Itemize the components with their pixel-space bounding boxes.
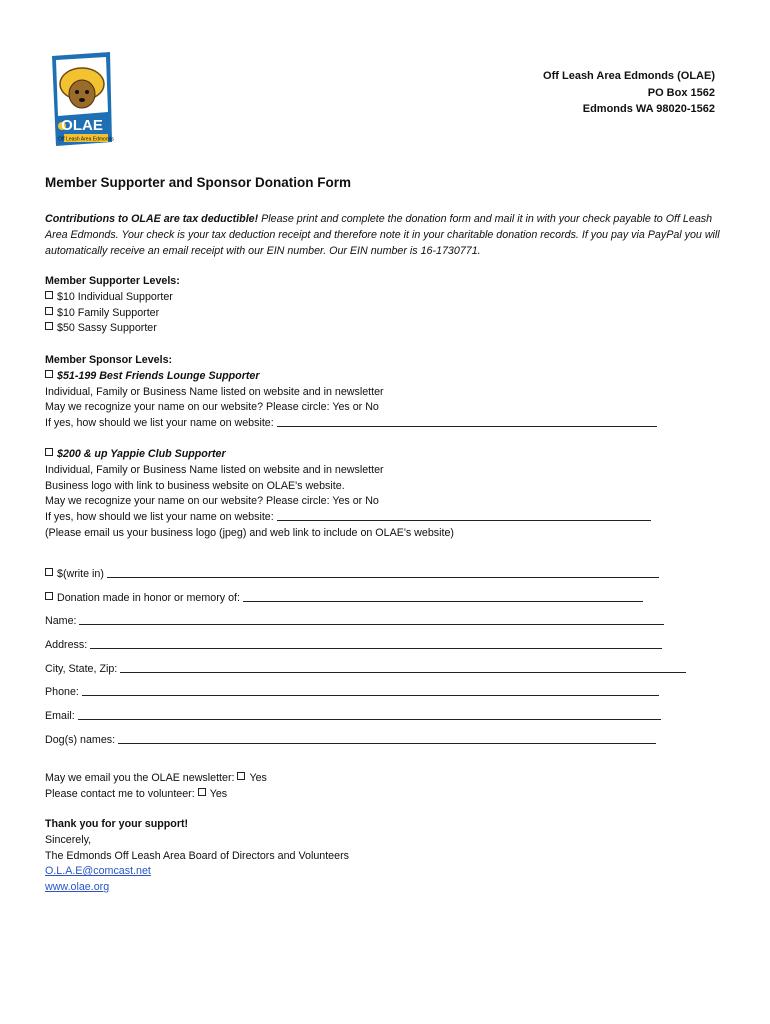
sponsor-heading: Member Sponsor Levels: [45, 354, 173, 366]
address-line-org: Off Leash Area Edmonds (OLAE) [543, 70, 715, 82]
dog-names-field[interactable] [45, 734, 656, 746]
sponsor-option-lounge[interactable] [45, 369, 657, 385]
city-state-zip-field[interactable] [45, 663, 686, 675]
field-label: Name: [45, 615, 80, 627]
write-line[interactable] [82, 686, 659, 696]
form-title: Member Supporter and Sponsor Donation Form [45, 175, 352, 190]
write-line[interactable] [243, 592, 643, 602]
checkbox[interactable] [45, 370, 53, 378]
supporter-option-family[interactable] [45, 306, 180, 322]
field-label: Dog(s) names: [45, 734, 119, 746]
closing [45, 817, 349, 896]
address-line-pobox: PO Box 1562 [647, 86, 715, 99]
optin-yes: Yes [249, 772, 267, 784]
write-line[interactable] [78, 710, 661, 720]
checkbox[interactable] [237, 772, 245, 780]
field-label: If yes, how should we list your name on website: [45, 417, 277, 430]
checkbox[interactable] [45, 307, 53, 315]
supporter-option-sassy[interactable] [45, 321, 180, 337]
optin-yes: Yes [209, 787, 228, 800]
lounge-name-field[interactable] [45, 416, 657, 432]
write-line[interactable] [107, 568, 659, 578]
tax-deductible-note: Contributions to OLAE are tax deductible! [45, 213, 259, 225]
field-label: Donation made in honor or memory of: [57, 592, 243, 604]
field-label: Phone: [45, 686, 82, 698]
lounge-recognize: May we recognize your name on our website? Please circle: Yes or No [45, 401, 379, 414]
opt-ins [45, 771, 267, 803]
write-line[interactable] [277, 511, 651, 521]
intro-paragraph [45, 211, 725, 259]
logo-text: OLAE [61, 117, 103, 134]
field-label: If yes, how should we list your name on website: [45, 511, 277, 524]
field-label: $(write in) [57, 568, 107, 580]
optin-label: Please contact me to volunteer: [45, 787, 198, 800]
yappie-name-field[interactable] [45, 510, 651, 526]
email-link[interactable]: O.L.A.E@comcast.net [45, 865, 151, 878]
write-in-field[interactable] [45, 568, 659, 580]
org-address [543, 68, 715, 118]
write-line[interactable] [277, 417, 657, 427]
address-line-city: Edmonds WA 98020-1562 [582, 103, 715, 115]
yappie-logo-note: (Please email us your business logo (jpeg) and web link to include on OLAE's website) [45, 526, 454, 539]
optin-label: May we email you the OLAE newsletter: [45, 772, 238, 784]
name-field[interactable] [45, 615, 664, 627]
logo-subtext: Off Leash Area Edmonds [58, 136, 114, 143]
phone-field[interactable] [45, 686, 659, 698]
write-line[interactable] [90, 639, 662, 649]
option-label: $50 Sassy Supporter [57, 322, 157, 335]
signature: The Edmonds Off Leash Area Board of Directors and Volunteers [45, 849, 349, 862]
yappie-logo-benefit: Business logo with link to business website on OLAE's website. [45, 479, 345, 492]
option-label: $51-199 Best Friends Lounge Supporter [57, 369, 260, 382]
intro-text: Please print and complete the donation form and mail it in with your check payable to Off Leash Area Edmonds. Your check is your tax deduction receipt and therefore note it in your charitable donation records. If you pay via PayPal you will automatically receive an email receipt with our EIN number. Our EIN number is 16-1730771. [45, 213, 720, 257]
website-link[interactable]: www.olae.org [45, 881, 110, 894]
lounge-benefit: Individual, Family or Business Name listed on website and in newsletter [45, 385, 384, 398]
sponsor-yappie [45, 447, 651, 542]
honor-field[interactable] [45, 592, 643, 604]
checkbox[interactable] [45, 592, 53, 600]
sponsor-option-yappie[interactable] [45, 447, 651, 463]
email-field[interactable] [45, 710, 661, 722]
field-label: Email: [45, 710, 78, 722]
write-line[interactable] [79, 615, 664, 625]
sincerely: Sincerely, [45, 833, 92, 846]
yappie-benefit: Individual, Family or Business Name listed on website and in newsletter [45, 463, 384, 476]
supporter-levels [45, 274, 180, 337]
olae-logo [48, 50, 116, 148]
checkbox[interactable] [45, 291, 53, 299]
checkbox[interactable] [45, 568, 53, 576]
address-field[interactable] [45, 639, 662, 651]
option-label: $10 Individual Supporter [57, 290, 173, 303]
write-line[interactable] [120, 663, 686, 673]
volunteer-optin[interactable] [45, 787, 267, 803]
option-label: $10 Family Supporter [57, 306, 160, 319]
supporter-option-individual[interactable] [45, 290, 180, 306]
thank-you: Thank you for your support! [45, 818, 189, 830]
checkbox[interactable] [45, 448, 53, 456]
checkbox[interactable] [45, 322, 53, 330]
sponsor-levels [45, 353, 657, 432]
write-line[interactable] [118, 734, 656, 744]
supporter-heading: Member Supporter Levels: [45, 275, 180, 287]
field-label: City, State, Zip: [45, 663, 121, 675]
field-label: Address: [45, 639, 91, 651]
option-label: $200 & up Yappie Club Supporter [57, 448, 226, 460]
yappie-recognize: May we recognize your name on our website? Please circle: Yes or No [45, 495, 379, 508]
checkbox[interactable] [198, 788, 206, 796]
newsletter-optin[interactable] [45, 771, 267, 787]
